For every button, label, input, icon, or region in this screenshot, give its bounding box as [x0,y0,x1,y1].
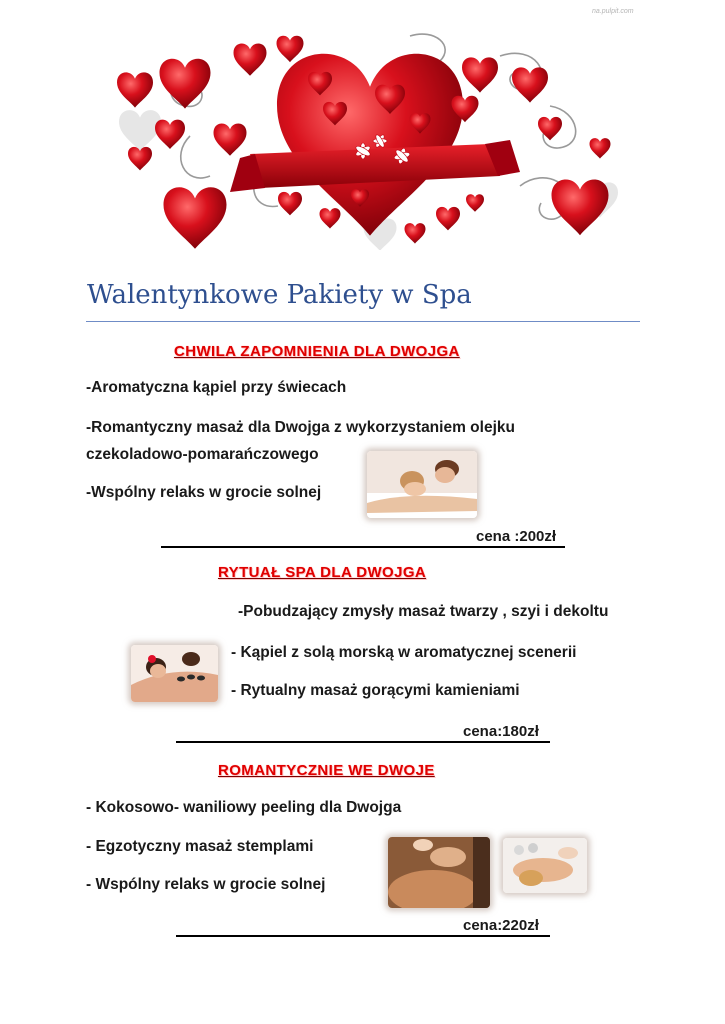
package-item: - Wspólny relaks w grocie solnej [86,876,326,893]
package-heading: CHWILA ZAPOMNIENIA DLA DWOJGA [174,343,460,360]
price-line [176,741,550,743]
package-price: cena:180zł [463,723,539,740]
package-item: -Wspólny relaks w grocie solnej [86,484,322,501]
price-line [161,546,565,548]
package-item: - Egzotyczny masaż stemplami [86,838,314,855]
package-item: czekoladowo-pomarańczowego [86,446,319,463]
package-price: cena :200zł [476,528,557,545]
package-item: -Pobudzający zmysły masaż twarzy , szyi i dekoltu [238,603,609,620]
stamp-massage-photo [503,838,587,893]
package-item: - Kąpiel z solą morską w aromatycznej scenerii [231,644,577,661]
package-item: - Rytualny masaż gorącymi kamieniami [231,682,520,699]
package-heading: RYTUAŁ SPA DLA DWOJGA [218,564,427,581]
package-item: -Aromatyczna kąpiel przy świecach [86,379,347,396]
title-divider [86,321,640,322]
package-heading: ROMANTYCZNIE WE DWOJE [218,762,435,779]
package-item: -Romantyczny masaż dla Dwojga z wykorzystaniem olejku [86,419,515,436]
page-title: Walentynkowe Pakiety w Spa [87,280,472,310]
back-massage-photo [388,837,490,908]
couple-massage-photo [367,451,477,518]
watermark: na.pulpit.com [592,8,634,15]
package-price: cena:220zł [463,917,539,934]
package-item: - Kokosowo- waniliowy peeling dla Dwojga [86,799,402,816]
hot-stone-massage-photo [131,645,218,702]
hearts-banner-image [80,16,650,250]
price-line [176,935,550,937]
